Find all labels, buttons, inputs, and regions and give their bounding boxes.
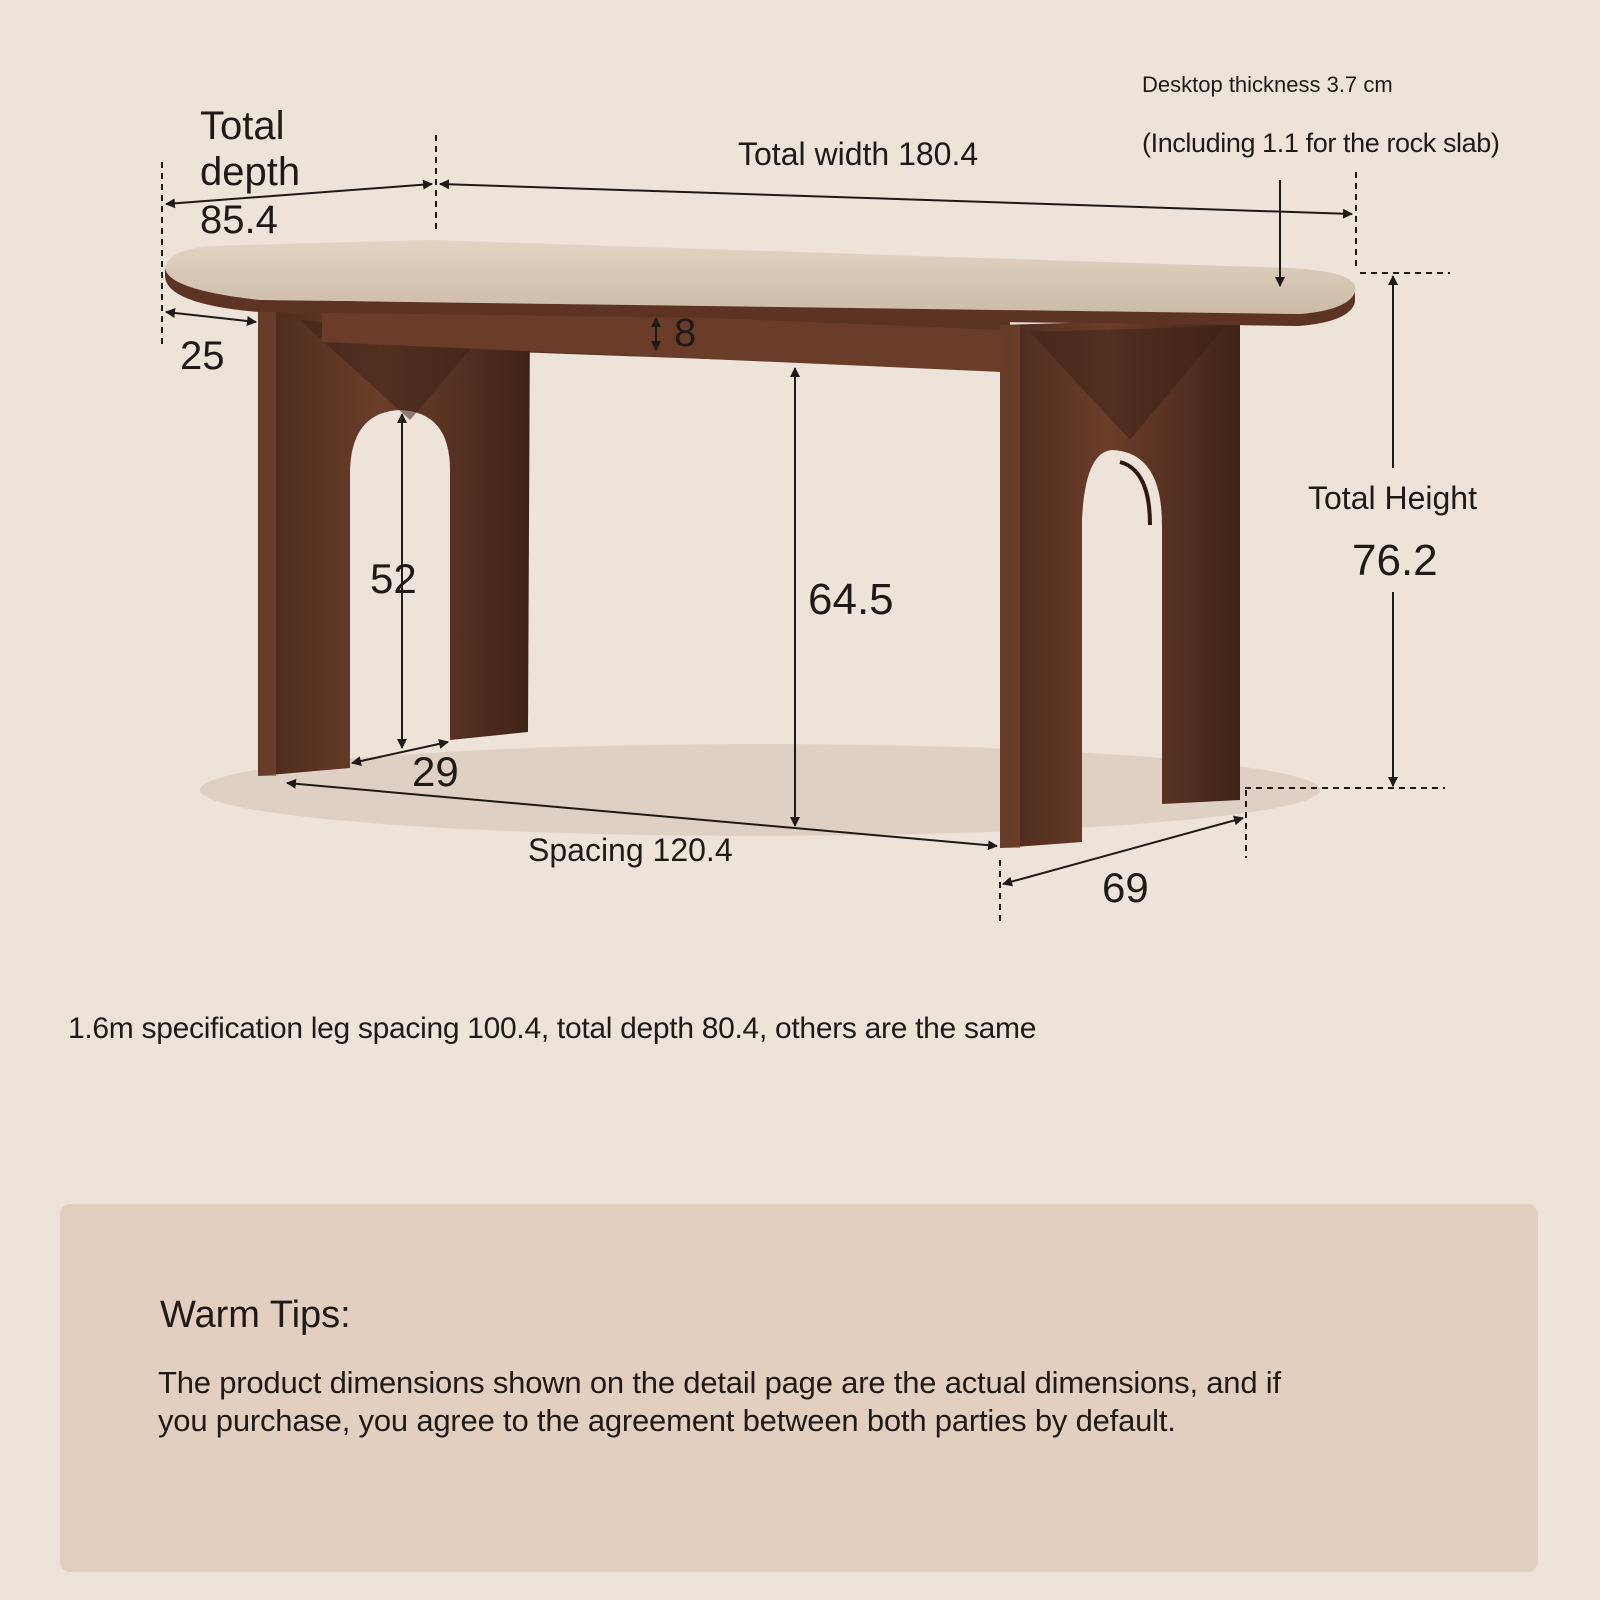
warm-tips-title: Warm Tips: [160,1294,351,1336]
leg-spacing-label: Spacing 120.4 [528,832,733,868]
leg-base-value: 29 [412,748,459,795]
arch-height-value: 52 [370,555,417,602]
total-depth-label-line1: Total [200,104,285,148]
warm-tips-body: The product dimensions shown on the detail page are the actual dimensions, and if you purchase, you agree to the agreement between both parties by default. [158,1365,1281,1438]
tabletop [165,240,1356,326]
total-width-label: Total width 180.4 [738,136,979,172]
apron-height-value: 8 [674,311,697,355]
left-leg [258,300,530,776]
warm-tips-panel [60,1204,1538,1572]
clearance-value: 64.5 [808,575,894,624]
total-height-label: Total Height [1308,480,1477,516]
overhang-value: 25 [180,334,225,378]
total-depth-label-line2: depth [200,150,301,194]
total-depth-value: 85.4 [200,198,278,242]
total-height-value: 76.2 [1352,536,1438,585]
rock-slab-label: (Including 1.1 for the rock slab) [1142,128,1500,158]
spec-note: 1.6m specification leg spacing 100.4, total depth 80.4, others are the same [68,1012,1037,1045]
leg-depth-value: 69 [1102,864,1149,911]
desktop-thickness-label: Desktop thickness 3.7 cm [1142,72,1393,97]
